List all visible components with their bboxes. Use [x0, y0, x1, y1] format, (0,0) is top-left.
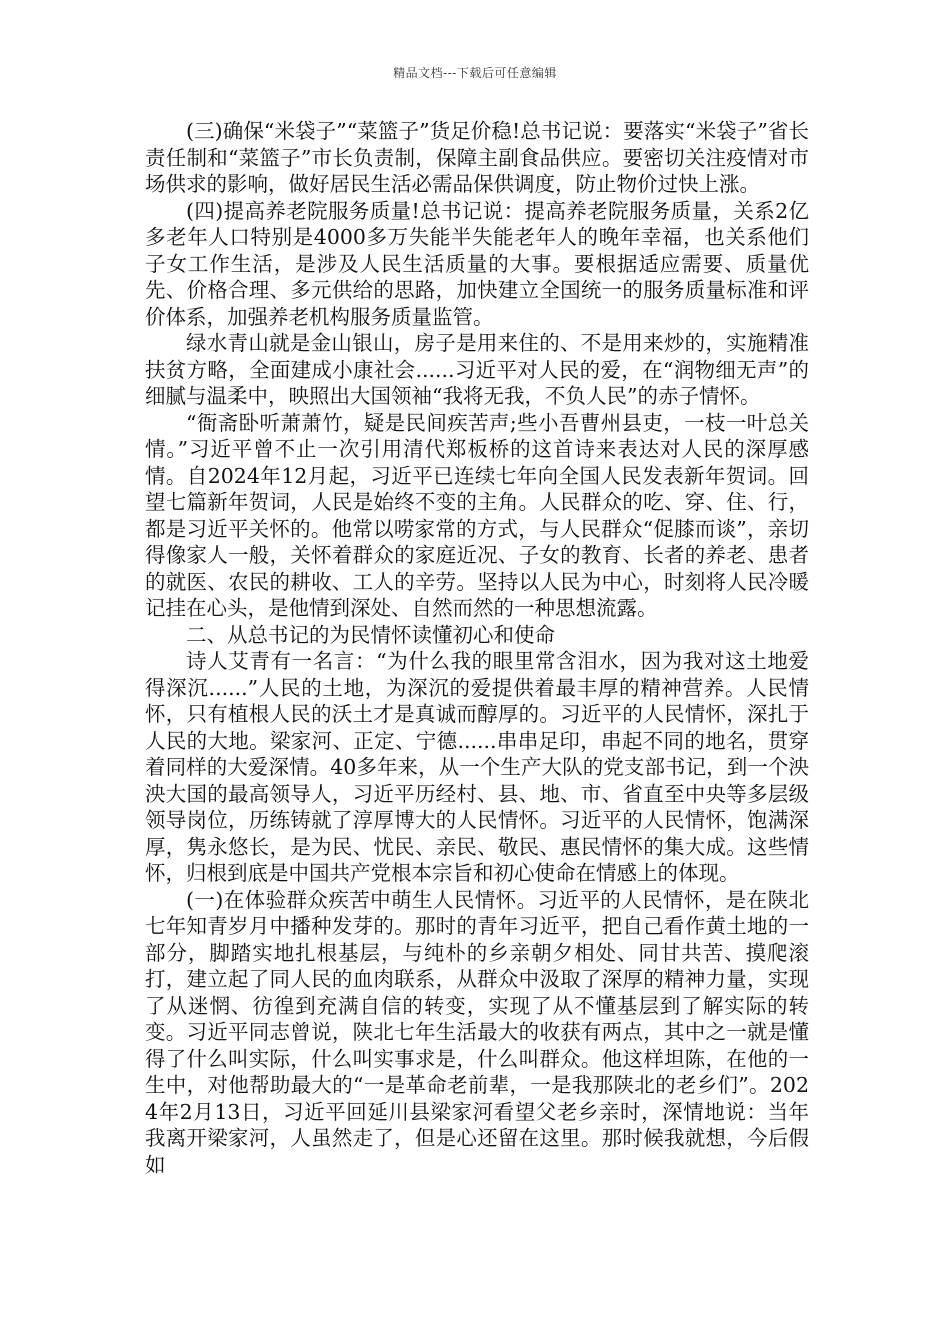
paragraph-people-hardship: (一)在体验群众疾苦中萌生人民情怀。习近平的人民情怀，是在陕北七年知青岁月中播种发芽的。那时的青年习近平，把自己看作黄土地的一部分，脚踏实地扎根基层，与纯朴的乡亲朝夕相处、同甘共苦、摸爬滚打，建立起了同人民的血肉联系，从群众中汲取了深厚的精神力量，实现了从迷惘、彷徨到充满自信的转变，实现了从不懂基层到了解实际的转变。习近平同志曾说，陕北七年生活最大的收获有两点，其中之一就是懂得了什么叫实际，什么叫实事求是，什么叫群众。他这样坦陈，在他的一生中，对他帮助最大的“一是革命老前辈，一是我那陕北的老乡们”。2024年2月13日，习近平回延川县梁家河看望父老乡亲时，深情地说：当年我离开梁家河，人虽然走了，但是心还留在这里。那时候我就想，今后假如	[145, 887, 809, 1177]
paragraph-elderly-care: (四)提高养老院服务质量!总书记说：提高养老院服务质量，关系2亿多老年人口特别是4000多万失能半失能老年人的晚年幸福，也关系他们子女工作生活，是涉及人民生活质量的大事。要根据适应需要、质量优先、价格合理、多元供给的思路，加快建立全国统一的服务质量标准和评价体系，加强养老机构服务质量监管。	[145, 198, 809, 329]
paragraph-poem-quote: “衙斋卧听萧萧竹，疑是民间疾苦声;些小吾曹州县吏，一枝一叶总关情。”习近平曾不止一次引用清代郑板桥的这首诗来表达对人民的深厚感情。自2024年12月起，习近平已连续七年向全国人民发表新年贺词。回望七篇新年贺词，人民是始终不变的主角。人民群众的吃、穿、住、行，都是习近平关怀的。他常以唠家常的方式，与人民群众“促膝而谈”，亲切得像家人一般，关怀着群众的家庭近况、子女的教育、长者的养老、患者的就医、农民的耕收、工人的辛劳。坚持以人民为中心，时刻将人民冷暖记挂在心头，是他情到深处、自然而然的一种思想流露。	[145, 410, 809, 620]
page-header: 精品文档---下载后可任意编辑	[393, 66, 557, 80]
document-body	[145, 118, 809, 1178]
paragraph-ai-qing: 诗人艾青有一名言：“为什么我的眼里常含泪水，因为我对这土地爱得深沉......”人民的土地，为深沉的爱提供着最丰厚的精神营养。人民情怀，只有植根人民的沃土才是真诚而醇厚的。习近平的人民情怀，深扎于人民的大地。梁家河、正定、宁德......串串足印，串起不同的地名，贯穿着同样的大爱深情。40多年来，从一个生产大队的党支部书记，到一个泱泱大国的最高领导人，习近平历经村、县、地、市、省直至中央等多层级领导岗位，历练铸就了淳厚博大的人民情怀。习近平的人民情怀，饱满深厚，隽永悠长，是为民、忧民、亲民、敬民、惠民情怀的集大成。这些情怀，归根到底是中国共产党根本宗旨和初心使命在情感上的体现。	[145, 649, 809, 885]
paragraph-green-mountains: 绿水青山就是金山银山，房子是用来住的、不是用来炒的，实施精准扶贫方略，全面建成小康社会......习近平对人民的爱，在“润物细无声”的细腻与温柔中，映照出大国领袖“我将无我，不负人民”的赤子情怀。	[145, 331, 809, 408]
section-heading: 二、从总书记的为民情怀读懂初心和使命	[186, 622, 555, 647]
paragraph-rice-basket: (三)确保“米袋子”“菜篮子”货足价稳!总书记说：要落实“米袋子”省长责任制和“菜篮子”市长负责制，保障主副食品供应。要密切关注疫情对市场供求的影响，做好居民生活必需品保供调度，防止物价过快上涨。	[145, 119, 809, 196]
